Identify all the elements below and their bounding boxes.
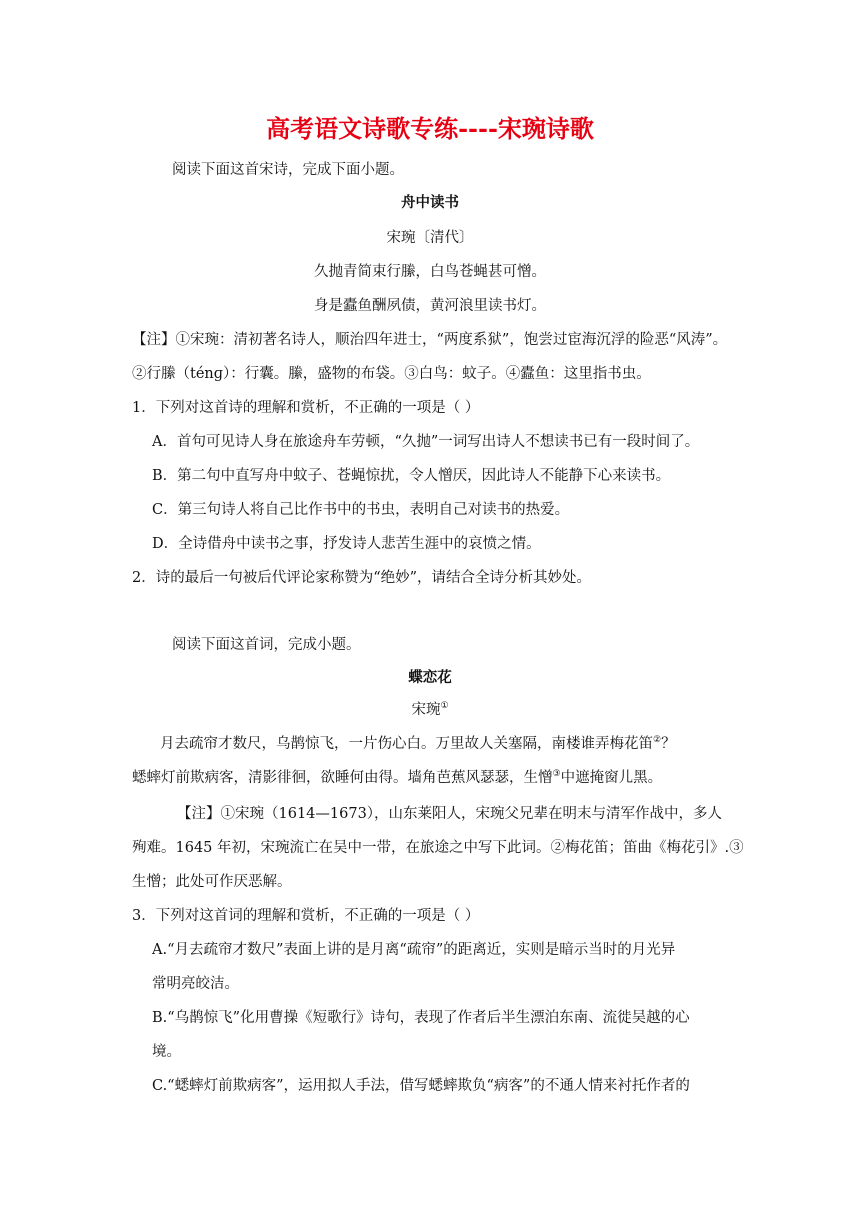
poem1-note-line-1: 【注】①宋琬：清初著名诗人，顺治四年进士，“两度系狱”，饱尝过宦海沉浮的险恶“风涛”。 [132,332,728,348]
question-1-option-d: D．全诗借舟中读书之事，抒发诗人悲苦生涯中的哀愤之情。 [152,536,541,552]
poem2-author [0,700,860,720]
question-3-option-b-line-1: B.“乌鹊惊飞”化用曹操《短歌行》诗句，表现了作者后半生漂泊东南、流徙吴越的心 [152,1010,690,1026]
poem1-verse-1: 久抛青简束行縢，白鸟苍蝇甚可憎。 [314,264,546,280]
section1-intro: 阅读下面这首宋诗，完成下面小题。 [172,162,404,178]
poem2-verse-1-text: 月去疏帘才数尺，乌鹊惊飞，一片伤心白。万里故人关塞隔，南楼谁弄梅花笛 [160,736,653,752]
section2-intro: 阅读下面这首词，完成小题。 [172,637,361,653]
poem2-verse-1 [160,734,676,754]
question-3-option-a-line-2: 常明亮皎洁。 [152,976,239,992]
footnote-marker: ③ [552,769,561,780]
poem2-note-line-1: 【注】①宋琬（1614—1673），山东莱阳人，宋琬父兄辈在明末与清军作战中，多人 [177,806,723,822]
poem2-note-line-3: 生憎；此处可作厌恶解。 [132,874,292,890]
poem2-title: 蝶恋花 [408,669,452,686]
poem2-note-line-2: 殉难。1645 年初，宋琬流亡在吴中一带，在旅途之中写下此词。②梅花笛；笛曲《梅花引》.③ [132,840,744,856]
poem1-title: 舟中读书 [401,194,459,211]
poem2-author-name: 宋琬 [411,702,441,718]
question-3-option-a-line-1: A.“月去疏帘才数尺”表面上讲的是月离“疏帘”的距离近，实则是暗示当时的月光异 [152,942,676,958]
question-3: 3．下列对这首词的理解和赏析，不正确的一项是（ ） [132,908,480,924]
poem1-verse-2: 身是蠹鱼酬夙债，黄河浪里读书灯。 [314,298,546,314]
poem2-verse-1-end: ？ [661,736,676,752]
question-3-option-c-line-1: C.“蟋蟀灯前欺病客”，运用拟人手法，借写蟋蟀欺负“病客”的不通人情来衬托作者的 [152,1078,690,1094]
poem2-verse-2-end: 中遮掩窗儿黑。 [560,770,663,786]
question-1-option-c: C．第三句诗人将自己比作书中的书虫，表明自己对读书的热爱。 [152,502,570,518]
question-1-option-a: A．首句可见诗人身在旅途舟车劳顿，“久抛”一词写出诗人不想读书已有一段时间了。 [152,434,700,450]
question-3-option-b-line-2: 境。 [152,1044,181,1060]
footnote-marker: ① [440,701,449,712]
question-1: 1．下列对这首诗的理解和赏析，不正确的一项是（ ） [132,400,480,416]
question-2: 2．诗的最后一句被后代评论家称赞为“绝妙”，请结合全诗分析其妙处。 [132,570,592,586]
footnote-marker: ② [653,735,662,746]
poem1-note-line-2: ②行縢（ténɡ）：行囊。縢，盛物的布袋。③白鸟：蚊子。④蠹鱼：这里指书虫。 [132,366,651,382]
poem2-verse-2 [132,768,662,788]
poem2-verse-2-text: 蟋蟀灯前欺病客，清影徘徊，欲睡何由得。墙角芭蕉风瑟瑟，生憎 [132,770,553,786]
page-title: 高考语文诗歌专练----宋琬诗歌 [266,114,594,143]
question-1-option-b: B．第二句中直写舟中蚊子、苍蝇惊扰，令人憎厌，因此诗人不能静下心来读书。 [152,468,671,484]
poem1-author: 宋琬〔清代〕 [386,230,474,246]
